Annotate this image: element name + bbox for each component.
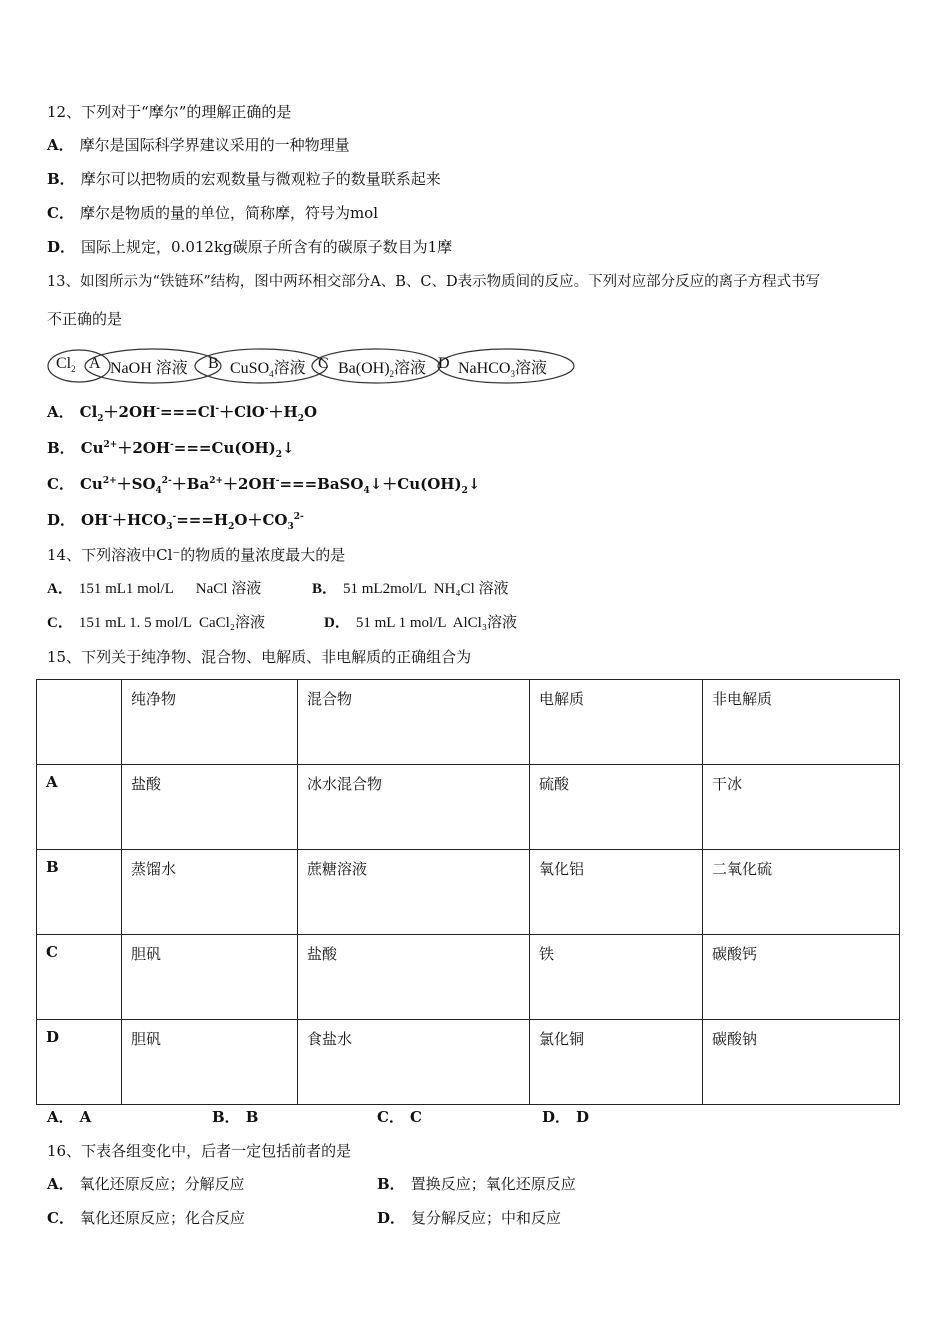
equation-part: - — [215, 404, 220, 414]
equation-part: Cl — [79, 403, 98, 421]
equation-part: ↓＋Cu(OH) — [369, 475, 462, 493]
equation-part: O — [304, 403, 318, 421]
table-cell: B — [37, 850, 122, 935]
equation-part: ===Cu(OH) — [173, 439, 276, 457]
q14-option-a[interactable]: A． 151 mL1 mol/L NaCl 溶液 — [47, 581, 262, 597]
table-cell: 二氧化硫 — [703, 850, 900, 935]
ring-label-baoh2: $Ba(OH)_2$溶液 — [338, 360, 427, 380]
equation-part: 4 — [155, 486, 162, 496]
equation-part: - — [172, 512, 177, 522]
q16-option-c[interactable]: C． 氧化还原反应；化合反应 — [47, 1209, 245, 1227]
option-label: A． — [47, 403, 74, 421]
table-header-cell: 电解质 — [530, 680, 703, 765]
equation-part: - — [156, 404, 160, 414]
q14-option-c[interactable]: C． 151 mL 1. 5 mol/L CaCl₂溶液 — [47, 615, 266, 631]
q15-option-d[interactable]: D． D — [542, 1108, 590, 1126]
equation-part: 2+ — [103, 440, 118, 450]
table-header-row — [37, 680, 900, 765]
table-row — [37, 850, 900, 935]
q15-stem: 15、下列关于纯净物、混合物、电解质、非电解质的正确组合为 — [47, 648, 472, 666]
equation-part: - — [264, 404, 269, 414]
equation-part: 3 — [287, 522, 294, 532]
equation-part: ↓ — [282, 439, 295, 457]
equation-part: 2- — [293, 512, 304, 522]
equation-part: ＋SO — [116, 475, 156, 493]
equation-part: O＋CO — [234, 511, 288, 529]
equation-part: ＋Ba — [171, 475, 210, 493]
ring-label-b: B — [208, 355, 219, 372]
table-header-cell: 混合物 — [298, 680, 530, 765]
table-cell: 胆矾 — [122, 935, 298, 1020]
table-cell: 蒸馏水 — [122, 850, 298, 935]
q13-stem-line2: 不正确的是 — [47, 310, 123, 328]
equation-part: Cu — [79, 475, 103, 493]
q15-option-c[interactable]: C． C — [377, 1108, 422, 1126]
equation-part: Cu — [80, 439, 104, 457]
q16-option-a[interactable]: A． 氧化还原反应；分解反应 — [47, 1175, 245, 1193]
q12-option-a[interactable]: A． 摩尔是国际科学界建议采用的一种物理量 — [47, 136, 350, 154]
table-cell: 氧化铝 — [530, 850, 703, 935]
ring-label-d: D — [438, 355, 450, 372]
q13-option-b[interactable] — [47, 438, 295, 458]
ring-label-nahco3: NaHCO$_3$溶液 — [458, 360, 547, 380]
equation-part: 2- — [161, 476, 172, 486]
equation-part: ===BaSO — [279, 475, 364, 493]
q16-option-d[interactable]: D． 复分解反应；中和反应 — [377, 1209, 562, 1227]
table-cell: 碳酸钙 — [703, 935, 900, 1020]
option-label: D． — [47, 511, 76, 529]
table-header-cell: 纯净物 — [122, 680, 298, 765]
equation-part: 2 — [461, 486, 468, 496]
equation-part: ＋H — [268, 403, 298, 421]
equation-part: ＋2OH — [223, 475, 276, 493]
equation-part: ===Cl — [159, 403, 216, 421]
table-header-cell: 非电解质 — [703, 680, 900, 765]
q13-option-c[interactable] — [47, 474, 480, 494]
table-cell: 氯化铜 — [530, 1020, 703, 1105]
table-cell: 盐酸 — [298, 935, 530, 1020]
equation-part: ↓ — [467, 475, 481, 493]
ring-label-cuso4: CuSO$_4$溶液 — [230, 360, 306, 380]
ring-label-cl2: $Cl_2$ — [56, 355, 76, 375]
equation-part: ＋ClO — [219, 403, 265, 421]
table-cell: 盐酸 — [122, 765, 298, 850]
table-row — [37, 1020, 900, 1105]
q12-option-d[interactable]: D． 国际上规定，0.012kg碳原子所含有的碳原子数目为1摩 — [47, 238, 453, 256]
q16-option-b[interactable]: B． 置换反应；氧化还原反应 — [377, 1175, 576, 1193]
ring-label-c: C — [318, 355, 329, 372]
q13-stem-line1: 13、如图所示为“铁链环”结构，图中两环相交部分A、B、C、D表示物质间的反应。下列对应部分反应的离子方程式书写 — [47, 274, 821, 290]
q12-option-b[interactable]: B． 摩尔可以把物质的宏观数量与微观粒子的数量联系起来 — [47, 170, 441, 188]
table-cell: C — [37, 935, 122, 1020]
equation-part: OH — [81, 511, 109, 529]
q16-stem: 16、下表各组变化中，后者一定包括前者的是 — [47, 1142, 352, 1160]
table-row — [37, 765, 900, 850]
q15-table — [36, 679, 900, 1105]
table-cell: D — [37, 1020, 122, 1105]
table-cell: 冰水混合物 — [298, 765, 530, 850]
q14-stem: 14、下列溶液中Cl⁻的物质的量浓度最大的是 — [47, 546, 346, 564]
q14-option-d[interactable]: D． 51 mL 1 mol/L AlCl₃溶液 — [324, 615, 518, 631]
equation-part: - — [275, 476, 280, 486]
table-cell: A — [37, 765, 122, 850]
table-cell: 铁 — [530, 935, 703, 1020]
equation-part: - — [170, 440, 174, 450]
q15-option-a[interactable]: A． A — [47, 1108, 92, 1126]
table-cell: 胆矾 — [122, 1020, 298, 1105]
equation-part: 2 — [97, 414, 104, 424]
q13-option-d[interactable] — [47, 510, 304, 530]
equation-part: 3 — [166, 522, 173, 532]
table-cell: 碳酸钠 — [703, 1020, 900, 1105]
q15-option-b[interactable]: B． B — [212, 1108, 259, 1126]
option-label: C． — [47, 475, 74, 493]
equation-part: 2 — [297, 414, 304, 424]
equation-part: 2+ — [102, 476, 117, 486]
equation-part: - — [108, 512, 113, 522]
equation-part: 2 — [228, 522, 235, 532]
ring-label-naoh: NaOH 溶液 — [110, 360, 188, 377]
table-cell: 干冰 — [703, 765, 900, 850]
equation-part: ＋2OH — [103, 403, 157, 421]
equation-part: 4 — [363, 486, 370, 496]
table-row — [37, 935, 900, 1020]
table-cell: 蔗糖溶液 — [298, 850, 530, 935]
table-cell: 食盐水 — [298, 1020, 530, 1105]
q14-option-b[interactable]: B． 51 mL2mol/L NH₄Cl 溶液 — [312, 581, 509, 597]
equation-part: 2+ — [209, 476, 224, 486]
q12-stem: 12、下列对于“摩尔”的理解正确的是 — [47, 103, 292, 121]
ring-label-a: A — [89, 355, 101, 372]
q12-option-c[interactable]: C． 摩尔是物质的量的单位，简称摩，符号为mol — [47, 204, 379, 222]
option-label: B． — [47, 439, 75, 457]
equation-part: 2 — [275, 450, 283, 460]
table-header-cell — [37, 680, 122, 765]
q13-option-a[interactable] — [47, 402, 317, 422]
equation-part: ===H — [176, 511, 229, 529]
equation-part: ＋HCO — [112, 511, 167, 529]
table-cell: 硫酸 — [530, 765, 703, 850]
equation-part: ＋2OH — [117, 439, 171, 457]
